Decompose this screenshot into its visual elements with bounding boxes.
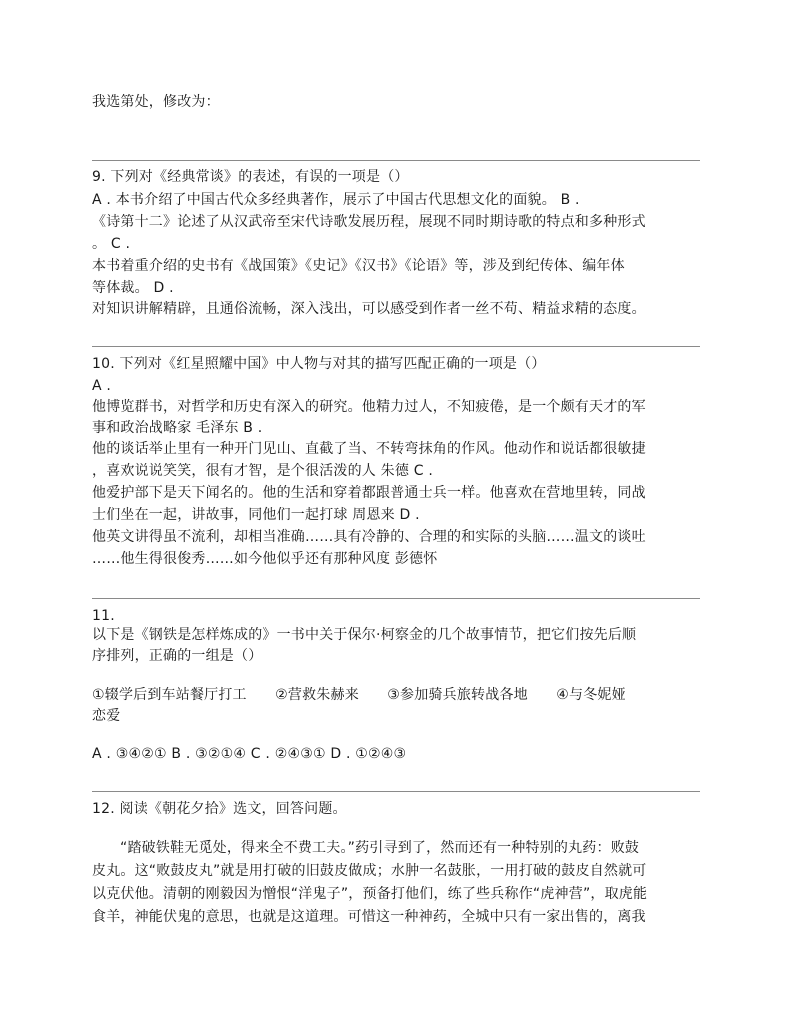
passage-line: “踏破铁鞋无觅处，得来全不费工夫。”药引寻到了，然而还有一种特别的丸药：败鼓: [120, 840, 640, 856]
divider: [92, 160, 700, 161]
question-10-line: 他博览群书，对哲学和历史有深入的研究。他精力过人，不知疲倦，是一个颇有天才的军: [92, 399, 646, 415]
answer-prompt: 我选第处，修改为：: [92, 94, 220, 110]
question-9-line: 等体裁。 D .: [92, 280, 174, 296]
question-10-line: 他英文讲得虽不流利，却相当准确……具有冷静的、合理的和实际的头脑……温文的谈吐: [92, 529, 646, 545]
question-9-line: 对知识讲解精辟，且通俗流畅，深入浅出，可以感受到作者一丝不苟、精益求精的态度。: [92, 301, 646, 317]
question-10-line: 他爱护部下是天下闻名的。他的生活和穿着都跟普通士兵一样。他喜欢在营地里转，同战: [92, 485, 646, 501]
divider: [92, 791, 700, 792]
question-10-stem: 10. 下列对《红星照耀中国》中人物与对其的描写匹配正确的一项是（）: [92, 356, 546, 372]
passage-line: 以克伏他。清朝的刚毅因为憎恨“洋鬼子”，预备打他们，练了些兵称作“虎神营”，取虎能: [92, 886, 648, 902]
question-10-line: 他的谈话举止里有一种开门见山、直截了当、不转弯抹角的作风。他动作和说话都很敏捷: [92, 441, 646, 457]
question-11-stem: 以下是《钢铁是怎样炼成的》一书中关于保尔·柯察金的几个故事情节，把它们按先后顺: [92, 627, 637, 643]
question-9-stem: 9. 下列对《经典常谈》的表述，有误的一项是（）: [92, 169, 409, 185]
question-11-items: ①辍学后到车站餐厅打工 ②营救朱赫来 ③参加骑兵旅转战各地 ④与冬妮娅: [92, 687, 626, 703]
divider: [92, 598, 700, 599]
question-9-line: 。 C .: [92, 236, 131, 252]
question-12-stem: 12. 阅读《朝花夕拾》选文，回答问题。: [92, 801, 347, 817]
question-10-line: ……他生得很俊秀……如今他似乎还有那种风度 彭德怀: [92, 551, 438, 567]
question-10-line: ，喜欢说说笑笑，很有才智，是个很活泼的人 朱德 C .: [92, 463, 433, 479]
question-10-line: 士们坐在一起，讲故事，同他们一起打球 周恩来 D .: [92, 507, 420, 523]
question-9-line: 本书着重介绍的史书有《战国策》《史记》《汉书》《论语》等，涉及到纪传体、编年体: [92, 258, 625, 274]
question-9-line: A . 本书介绍了中国古代众多经典著作，展示了中国古代思想文化的面貌。 B .: [92, 192, 580, 208]
passage-line: 皮丸。这“败鼓皮丸”就是用打破的旧鼓皮做成；水肿一名鼓胀，一用打破的鼓皮自然就可: [92, 863, 647, 879]
question-9-line: 《诗第十二》论述了从汉武帝至宋代诗歌发展历程，展现不同时期诗歌的特点和多种形式: [92, 214, 646, 230]
question-11-options: A . ③④②① B . ③②①④ C . ②④③① D . ①②④③: [92, 746, 407, 762]
question-10-line: A .: [92, 378, 112, 394]
passage-line: 食羊，神能伏鬼的意思，也就是这道理。可惜这一种神药，全城中只有一家出售的，离我: [92, 909, 646, 925]
question-10-line: 事和政治战略家 毛泽东 B .: [92, 420, 263, 436]
divider: [92, 346, 700, 347]
question-11-items: 恋爱: [92, 708, 121, 724]
question-11-number: 11.: [92, 608, 115, 624]
question-11-stem: 序排列，正确的一组是（）: [92, 648, 263, 664]
